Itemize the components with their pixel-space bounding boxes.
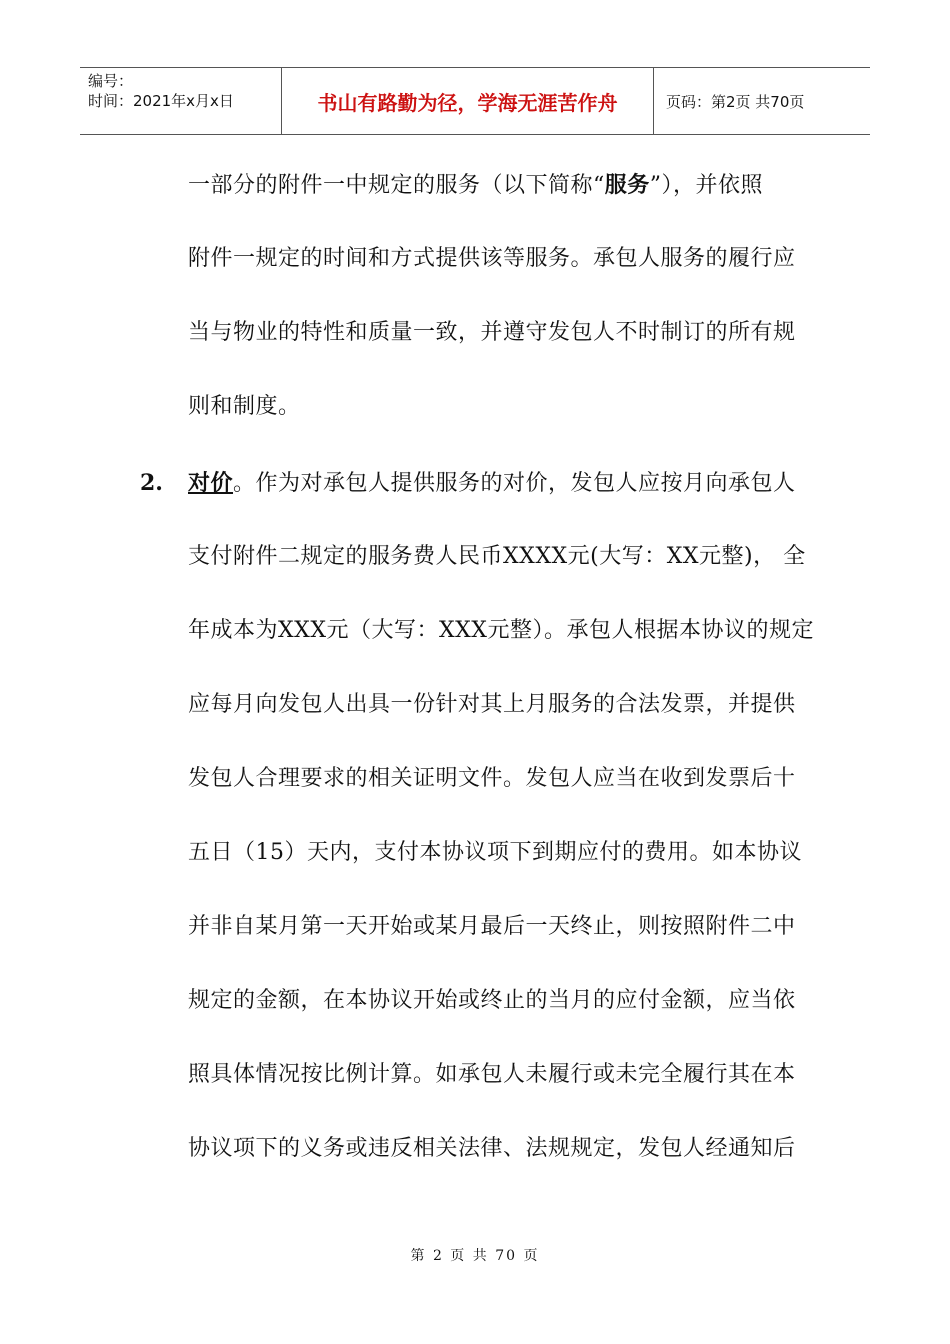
- clause-number: 2.: [140, 470, 163, 496]
- header-meta: [80, 68, 282, 134]
- paragraph-line: [188, 468, 808, 499]
- header-page-info: 页码：第2页 共70页: [666, 92, 805, 111]
- paragraph-line: 发包人合理要求的相关证明文件。发包人应当在收到发票后十: [188, 766, 796, 791]
- doc-date-label: 时间：2021年x月x日: [88, 92, 234, 110]
- paragraph-line: [188, 170, 808, 201]
- paragraph-line: 支付附件二规定的服务费人民币XXXX元(大写：XX元整)， 全: [188, 544, 806, 569]
- paragraph-line: 协议项下的义务或违反相关法律、法规规定，发包人经通知后: [188, 1136, 796, 1161]
- clause-title: 对价: [188, 470, 234, 496]
- page-header: [80, 67, 870, 135]
- text-span: 。作为对承包人提供服务的对价，发包人应按月向承包人: [233, 471, 796, 496]
- paragraph-line: 应每月向发包人出具一份针对其上月服务的合法发票，并提供: [188, 692, 796, 717]
- paragraph-line: 规定的金额，在本协议开始或终止的当月的应付金额，应当依: [188, 988, 796, 1013]
- text-span: 一部分的附件一中规定的服务（以下简称“: [188, 173, 605, 198]
- paragraph-line: 并非自某月第一天开始或某月最后一天终止，则按照附件二中: [188, 914, 796, 939]
- defined-term: 服务: [604, 172, 650, 198]
- page-footer: 第 2 页 共 70 页: [410, 1248, 540, 1264]
- paragraph-line: 照具体情况按比例计算。如承包人未履行或未完全履行其在本: [188, 1062, 796, 1087]
- paragraph-line: 则和制度。: [188, 394, 301, 419]
- paragraph-line: 五日（15）天内，支付本协议项下到期应付的费用。如本协议: [188, 840, 802, 865]
- paragraph-line: 附件一规定的时间和方式提供该等服务。承包人服务的履行应: [188, 246, 796, 271]
- doc-number-label: 编号：: [88, 72, 134, 90]
- text-span: ”），并依照: [649, 173, 764, 198]
- paragraph-line: 当与物业的特性和质量一致，并遵守发包人不时制订的所有规: [188, 320, 796, 345]
- header-motto: 书山有路勤为径，学海无涯苦作舟: [282, 68, 654, 134]
- paragraph-line: 年成本为XXX元（大写：XXX元整）。承包人根据本协议的规定: [188, 618, 814, 643]
